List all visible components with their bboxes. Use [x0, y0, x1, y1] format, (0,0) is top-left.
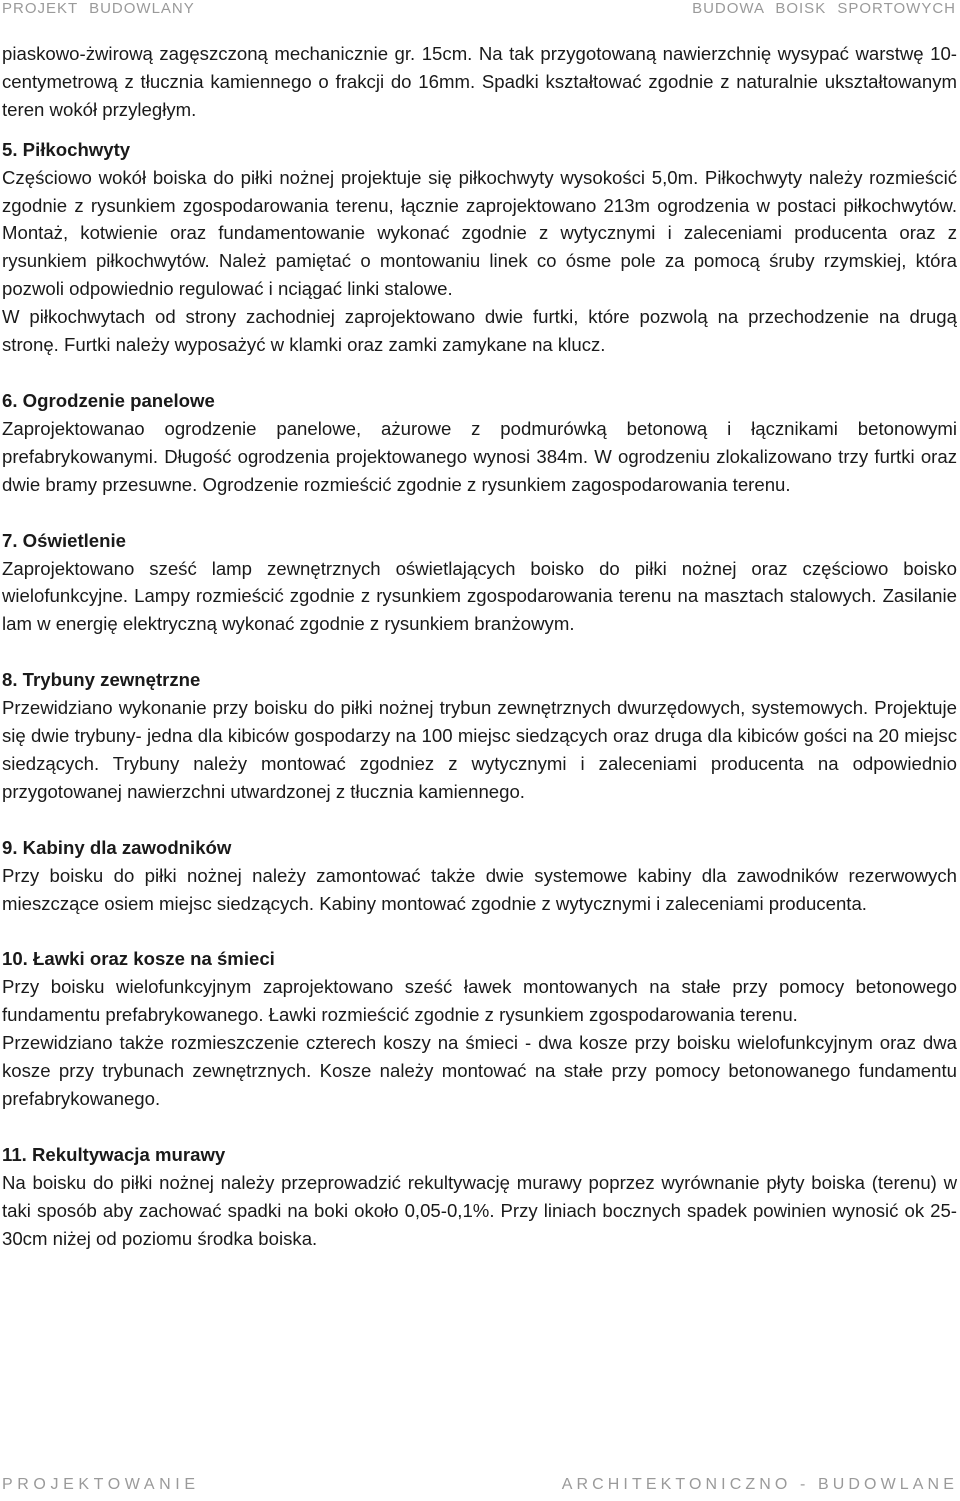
section-pilkochwyty: [2, 136, 957, 359]
section-paragraph: Przy boisku wielofunkcyjnym zaprojektowano sześć ławek montowanych na stałe przy pomocy betonowego fundamentu prefabrykowanego. Ławki rozmieścić zgodnie z rysunkiem zgospodarowania terenu.: [2, 976, 957, 1026]
page-header: [0, 0, 960, 20]
section-paragraph: Przewidziano wykonanie przy boisku do piłki nożnej trybun zewnętrznych dwurzędowych, systemowych. Projektuje się dwie trybuny- jedna dla kibiców gospodarzy na 100 miejsc siedzących oraz druga dla kibiców gości na 20 miejsc siedzących. Trybuny należy montować zgodniez z wytycznymi i zaleceniami producenta na odpowiednio przygotowanej nawierzchni utwardzonej z tłucznia kamiennego.: [2, 697, 957, 802]
section-title: 10. Ławki oraz kosze na śmieci: [2, 948, 275, 970]
section-title: 11. Rekultywacja murawy: [2, 1143, 226, 1165]
section-rekultywacja: [2, 1141, 957, 1253]
header-project-name: BUDOWA BOISK SPORTOWYCH: [692, 0, 956, 17]
section-paragraph: W piłkochwytach od strony zachodniej zaprojektowano dwie furtki, które pozwolą na przechodzenie na drugą stronę. Furtki należy wyposażyć w klamki oraz zamki zamykane na klucz.: [2, 306, 957, 356]
section-paragraph: Częściowo wokół boiska do piłki nożnej projektuje się piłkochwyty wysokości 5,0m. Piłkochwyty należy rozmieścić zgodnie z rysunkiem zgospodarowania terenu, łącznie zaprojektowano 213m ogrodzenia w postaci piłkochwytów. Montaż, kotwienie oraz fundamentowanie wykonać zgodnie z wytycznymi i zaleceniami producenta oraz z rysunkiem piłkochwytów. Należ pamiętać o montowaniu linek co ósme pole za pomocą śruby rzymskiej, która pozwoli odpowiednio regulować i nciągać linki stalowe.: [2, 166, 957, 300]
page-footer: [2, 1476, 958, 1498]
section-paragraph: Zaprojektowanao ogrodzenie panelowe, ażurowe z podmurówką betonową i łącznikami betonowymi prefabrykowanymi. Długość ogrodzenia projektowanego wynosi 384m. W ogrodzeniu zlokalizowano trzy furtki oraz dwie bramy przesuwne. Ogrodzenie rozmieścić zgodnie z rysunkiem zagospodarowania terenu.: [2, 417, 957, 495]
section-trybuny: [2, 666, 957, 806]
section-oswietlenie: [2, 527, 957, 639]
section-paragraph: Przewidziano także rozmieszczenie czterech koszy na śmieci - dwa kosze przy boisku wielofunkcyjnym oraz dwa kosze przy trybunach zewnętrznych. Kosze należy montować na stałe przy pomocy betonowanego fundamentu prefabrykowanego.: [2, 1032, 957, 1109]
section-kabiny: [2, 834, 957, 918]
footer-right-text: ARCHITEKTONICZNO - BUDOWLANE: [561, 1476, 958, 1493]
footer-left-text: PROJEKTOWANIE: [2, 1476, 200, 1493]
section-title: 6. Ogrodzenie panelowe: [2, 389, 215, 411]
section-paragraph: Na boisku do piłki nożnej należy przeprowadzić rekultywację murawy poprzez wyrównanie płyty boiska (terenu) w taki sposób aby zachować spadki na boki około 0,05-0,1%. Przy liniach bocznych spadek powinien wynosić ok 25-30cm niżej od poziomu środka boiska.: [2, 1171, 957, 1249]
intro-paragraph: piaskowo-żwirową zagęszczoną mechanicznie gr. 15cm. Na tak przygotowaną nawierzchnię wysypać warstwę 10-centymetrową z tłucznia kamiennego o frakcji do 16mm. Spadki kształtować zgodnie z naturalnie ukształtowanym teren wokół przyległym.: [2, 43, 957, 120]
section-paragraph: Przy boisku do piłki nożnej należy zamontować także dwie systemowe kabiny dla zawodników rezerwowych mieszczące osiem miejsc siedzących. Kabiny montować zgodnie z wytycznymi i zaleceniami producenta.: [2, 864, 957, 914]
header-project-type: PROJEKT BUDOWLANY: [2, 0, 195, 17]
section-ogrodzenie: [2, 387, 957, 499]
document-body: [2, 40, 957, 1253]
section-lawki: [2, 945, 957, 1112]
section-title: 7. Oświetlenie: [2, 529, 127, 551]
section-title: 9. Kabiny dla zawodników: [2, 836, 232, 858]
section-paragraph: Zaprojektowano sześć lamp zewnętrznych oświetlających boisko do piłki nożnej oraz częściowo boisko wielofunkcyjne. Lampy rozmieścić zgodnie z rysunkiem zgospodarowania terenu na masztach stalowych. Zasilanie lam w energię elektryczną wykonać zgodnie z rysunkiem branżowym.: [2, 557, 957, 635]
section-title: 8. Trybuny zewnętrzne: [2, 669, 201, 691]
section-title: 5. Piłkochwyty: [2, 138, 131, 160]
